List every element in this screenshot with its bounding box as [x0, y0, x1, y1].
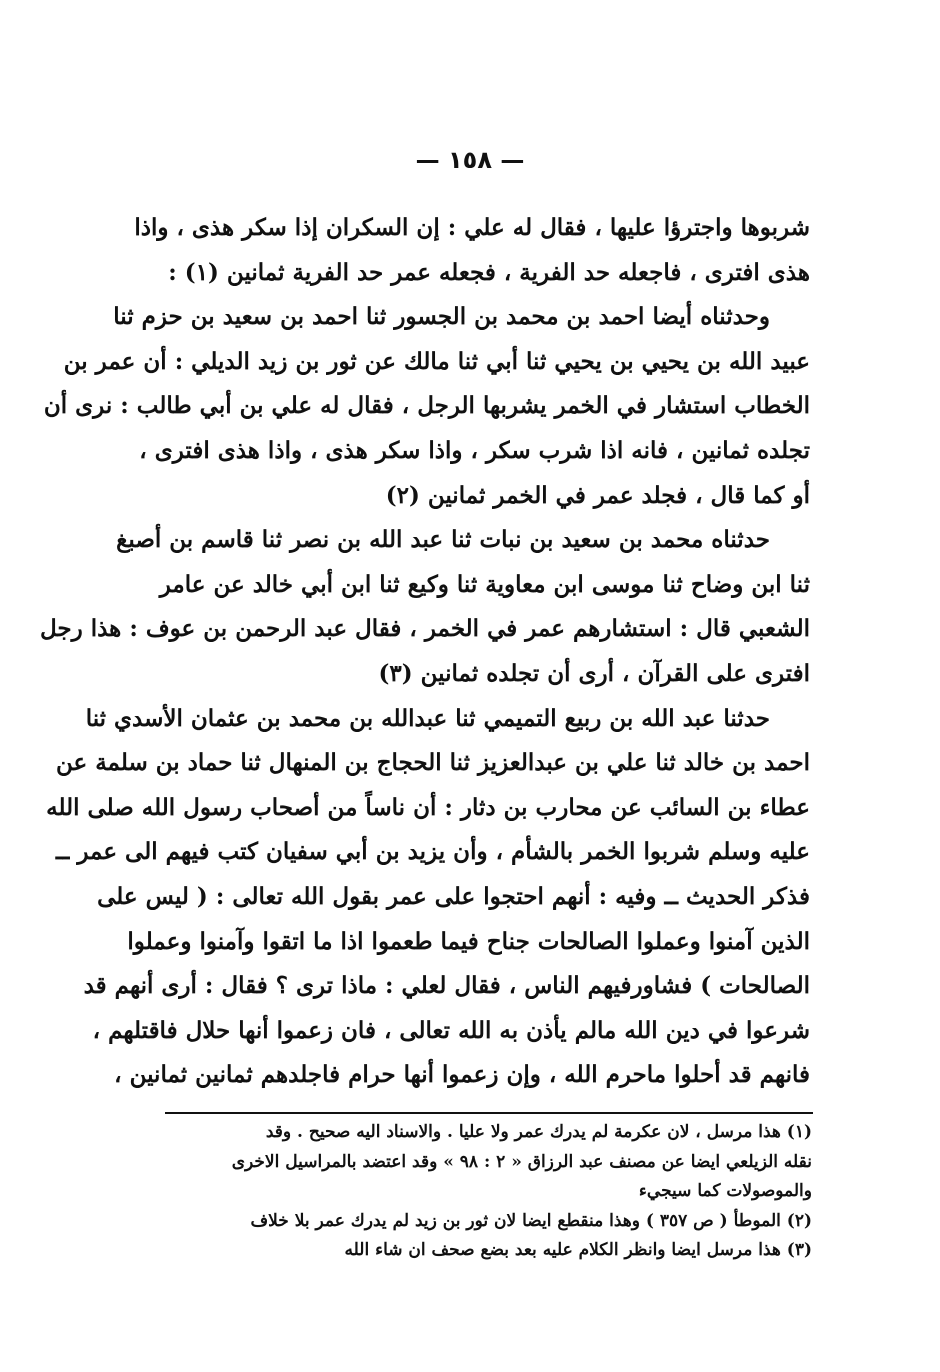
text-line: ثنا ابن وضاح ثنا موسى ابن معاوية ثنا وكيع ثنا ابن أبي خالد عن عامر [159, 570, 810, 598]
text-line: أو كما قال ، فجلد عمر في الخمر ثمانين (٢) [385, 481, 810, 509]
footnote-line: (٢) الموطأ ( ص ٣٥٧ ) وهذا منقطع ايضا لان ثور بن زيد لم يدرك عمر بلا خلاف [250, 1210, 812, 1231]
text-line: الصالحات ) فشاورفيهم الناس ، فقال لعلي : ماذا ترى ؟ فقال : أرى أنهم قد [83, 972, 810, 1000]
text-line: حدثناه محمد بن سعيد بن نبات ثنا عبد الله بن نصر ثنا قاسم بن أصبغ [116, 526, 770, 554]
text-line: حدثنا عبد الله بن ربيع التميمي ثنا عبدالله بن محمد بن عثمان الأسدي ثنا [85, 704, 770, 732]
text-line: شربوها واجترؤا عليها ، فقال له علي : إن السكران إذا سكر هذى ، واذا [134, 214, 810, 241]
text-line: الشعبي قال : استشارهم عمر في الخمر ، فقال عبد الرحمن بن عوف : هذا رجل [39, 615, 810, 643]
main-text [39, 206, 810, 1098]
text-line: وحدثناه أيضا احمد بن محمد بن الجسور ثنا احمد بن سعيد بن حزم ثنا [113, 303, 770, 331]
text-line: احمد بن خالد ثنا علي بن عبدالعزيز ثنا الحجاج بن المنهال ثنا حماد بن سلمة عن [55, 749, 810, 777]
text-line: عليه وسلم شربوا الخمر بالشأم ، وأن يزيد بن أبي سفيان كتب فيهم الى عمر ــ [55, 838, 810, 866]
text-line: الخطاب استشار في الخمر يشربها الرجل ، فقال له علي بن أبي طالب : نرى أن [43, 392, 810, 420]
footnote-line: (١) هذا مرسل ، لان عكرمة لم يدرك عمر ولا عليا . والاسناد اليه صحيح . وقد [265, 1122, 812, 1142]
page-number: — ١٥٨ — [415, 146, 525, 174]
footnote-line: والموصولات كما سيجيء [638, 1181, 812, 1201]
text-line: افترى على القرآن ، أرى أن تجلده ثمانين (٣) [378, 659, 810, 687]
text-line: عطاء بن السائب عن محارب بن دثار : أن ناساً من أصحاب رسول الله صلى الله [46, 793, 810, 821]
footnotes [130, 1118, 812, 1266]
text-line: فانهم قد أحلوا ماحرم الله ، وإن زعموا أنها حرام فاجلدهم ثمانين ثمانين ، [114, 1061, 810, 1089]
text-line: هذى افترى ، فاجعله حد الفرية ، فجعله عمر حد الفرية ثمانين (١) : [168, 258, 810, 286]
text-line: عبيد الله بن يحيي بن يحيي ثنا أبي ثنا مالك عن ثور بن زيد الديلي : أن عمر بن [63, 347, 810, 375]
footnote-line: (٣) هذا مرسل ايضا وانظر الكلام عليه بعد بضع صحف ان شاء الله [344, 1240, 812, 1260]
text-line: الذين آمنوا وعملوا الصالحات جناح فيما طعموا اذا ما اتقوا وآمنوا وعملوا [127, 927, 810, 955]
text-line: شرعوا في دين الله مالم يأذن به الله تعالى ، فان زعموا أنها حلال فاقتلهم ، [92, 1016, 810, 1044]
footnote-line: نقله الزيلعي ايضا عن مصنف عبد الرزاق « ٢ : ٩٨ » وقد اعتضد بالمراسيل الاخرى [231, 1151, 812, 1172]
text-line: تجلده ثمانين ، فانه اذا شرب سكر ، واذا سكر هذى ، واذا هذى افترى ، [139, 436, 810, 464]
text-line: فذكر الحديث ــ وفيه : أنهم احتجوا على عمر بقول الله تعالى : ( ليس على [97, 882, 810, 910]
footnote-separator [165, 1112, 813, 1114]
